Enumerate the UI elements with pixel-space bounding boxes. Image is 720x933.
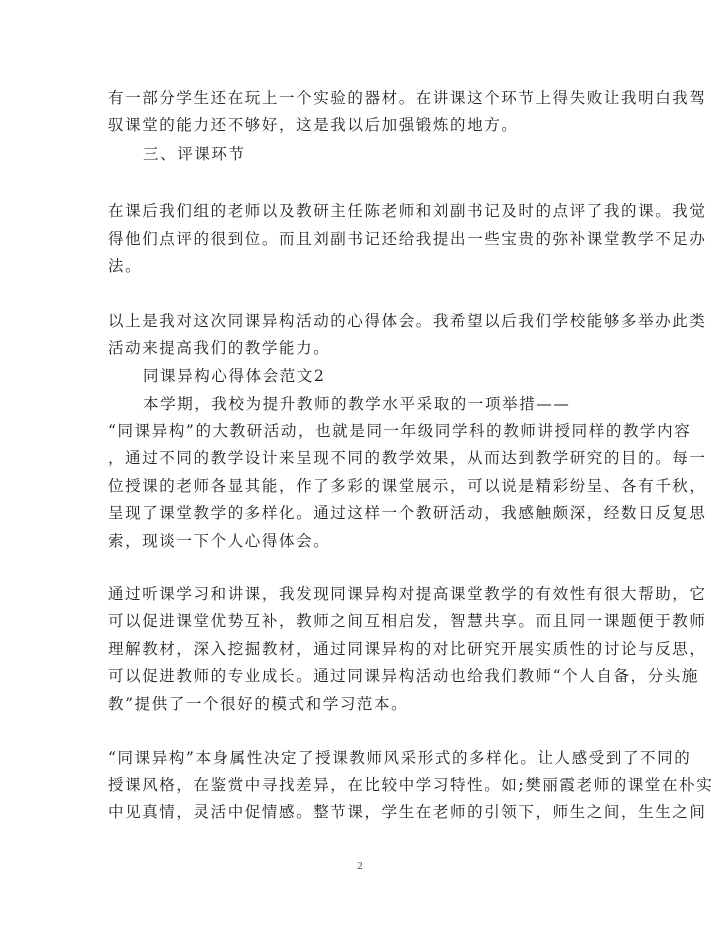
text-line: 中见真情，灵活中促情感。整节课，学生在老师的引领下，师生之间，生生之间 [108,803,707,821]
text-line: 以上是我对这次同课异构活动的心得体会。我希望以后我们学校能够多举办此类 [108,312,707,330]
text-line: 法。 [108,257,143,275]
page-number: 2 [357,860,363,872]
text-line: ，通过不同的教学设计来呈现不同的教学效果，从而达到教学研究的目的。每一 [108,449,707,467]
text-line: 得他们点评的很到位。而且刘副书记还给我提出一些宝贵的弥补课堂教学不足办 [108,230,707,248]
text-line: 在课后我们组的老师以及教研主任陈老师和刘副书记及时的点评了我的课。我觉 [108,202,707,220]
text-line: 位授课的老师各显其能，作了多彩的课堂展示，可以说是精彩纷呈、各有千秋， [108,477,707,495]
text-line: 理解教材，深入挖掘教材，通过同课异构的对比研究开展实质性的讨论与反思， [108,640,707,658]
heading-line: 同课异构心得体会范文2 [143,367,326,385]
text-line: 索，现谈一下个人心得体会。 [108,532,331,550]
text-line: 有一部分学生还在玩上一个实验的器材。在讲课这个环节上得失败让我明白我驾 [108,89,707,107]
heading-line: 本学期，我校为提升教师的教学水平采取的一项举措—— [143,395,571,413]
text-line: 活动来提高我们的教学能力。 [108,339,331,357]
text-line: 可以促进教师的专业成长。通过同课异构活动也给我们教师“个人自备，分头施 [108,667,699,685]
text-line: 通过听课学习和讲课，我发现同课异构对提高课堂教学的有效性有很大帮助，它 [108,585,707,603]
text-line: “同课异构”的大教研活动，也就是同一年级同学科的教师讲授同样的教学内容 [108,422,692,440]
text-line: 呈现了课堂教学的多样化。通过这样一个教研活动，我感触颇深，经数日反复思 [108,504,707,522]
text-line: 教”提供了一个很好的模式和学习范本。 [108,695,409,713]
text-line: 驭课堂的能力还不够好，这是我以后加强锻炼的地方。 [108,116,519,134]
text-line: 授课风格，在鉴赏中寻找差异，在比较中学习特性。如;樊丽霞老师的课堂在朴实 [108,776,714,794]
text-line: 可以促进课堂优势互补，教师之间互相启发，智慧共享。而且同一课题便于教师 [108,612,707,630]
heading-line: 三、评课环节 [143,145,246,163]
text-line: “同课异构”本身属性决定了授课教师风采形式的多样化。让人感受到了不同的 [108,749,692,767]
